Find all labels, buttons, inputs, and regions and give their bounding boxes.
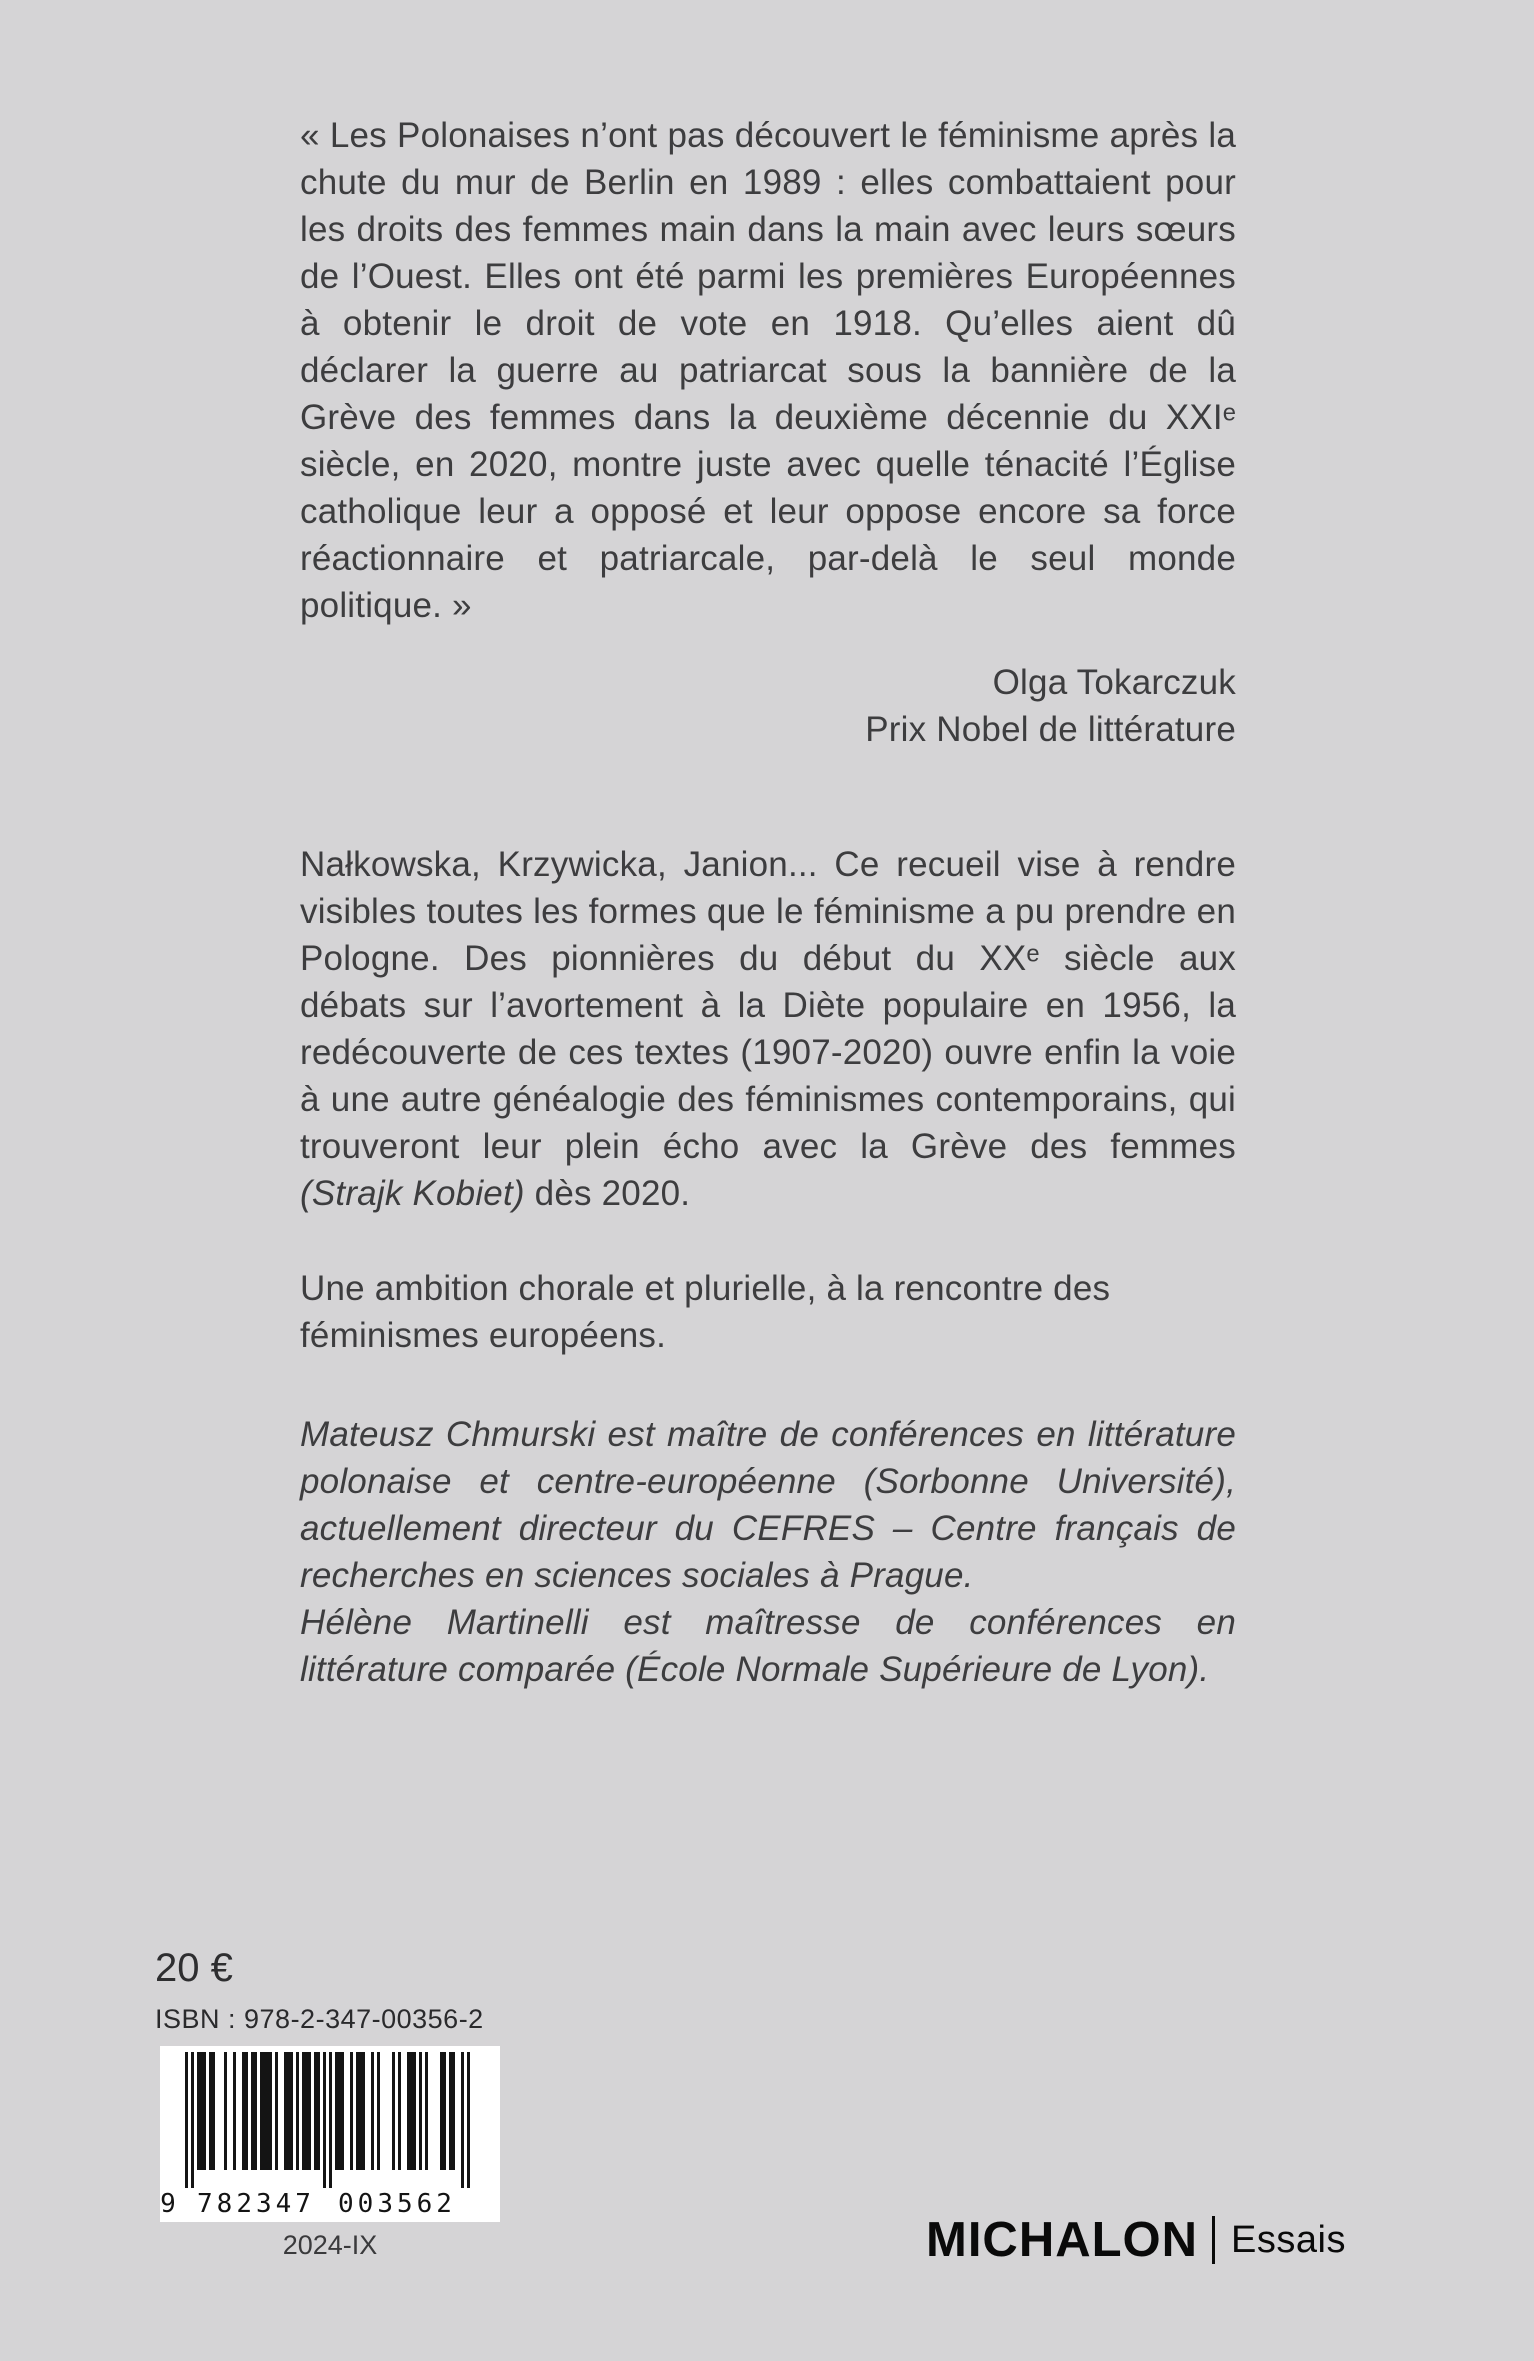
- body-paragraph-1: [300, 841, 1236, 1217]
- attribution-title: Prix Nobel de littérature: [865, 710, 1236, 749]
- edition-code: 2024-IX: [282, 2230, 378, 2260]
- bio-paragraph-2: Hélène Martinelli est maîtresse de conférences en littérature comparée (École Normale Supérieure de Lyon).: [300, 1603, 1236, 1689]
- isbn-label: ISBN : 978-2-347-00356-2: [155, 2004, 484, 2034]
- body-paragraph-1-end: dès 2020.: [524, 1174, 691, 1213]
- bio-paragraph-1: Mateusz Chmurski est maître de conférences en littérature polonaise et centre-européenne (Sorbonne Université), actuellement directeur du CEFRES – Centre français de recherches en sciences sociales à Prague.: [300, 1415, 1236, 1595]
- barcode-svg: [160, 2046, 500, 2218]
- quote-paragraph: « Les Polonaises n’ont pas découvert le féminisme après la chute du mur de Berlin en 1989 : elles combattaient pour les droits des femmes main dans la main avec leurs sœurs de l’Ouest. Elles ont été parmi les premières Européennes à obtenir le droit de vote en 1918. Qu’elles aient dû déclarer la guerre au patriarcat sous la bannière de la Grève des femmes dans la deuxième décennie du XXIᵉ siècle, en 2020, montre juste avec quelle ténacité l’Église catholique leur a opposé et leur oppose encore sa force réactionnaire et patriarcale, par-delà le seul monde politique. »: [300, 116, 1236, 625]
- barcode-digit-group-3: 003562: [338, 2189, 456, 2218]
- collection-name: Essais: [1231, 2218, 1346, 2261]
- logo-separator: [1212, 2216, 1215, 2264]
- barcode: [160, 2046, 500, 2222]
- body-paragraph-1-start: Nałkowska, Krzywicka, Janion... Ce recueil vise à rendre visibles toutes les formes que le féminisme a pu prendre en Pologne. Des pionnières du début du XXᵉ siècle aux débats sur l’avortement à la Diète populaire en 1956, la redécouverte de ces textes (1907-2020) ouvre enfin la voie à une autre généalogie des féminismes contemporains, qui trouveront leur plein écho avec la Grève des femmes: [300, 845, 1236, 1166]
- barcode-digit-group-1: 9: [160, 2189, 180, 2218]
- text-column: [300, 112, 1236, 1693]
- barcode-digit-group-2: 782347: [197, 2189, 315, 2218]
- publisher-name: MICHALON: [926, 2213, 1199, 2267]
- publisher-logo: [926, 2212, 1346, 2268]
- price-label: 20 €: [155, 1946, 233, 1990]
- body-paragraph-2: Une ambition chorale et plurielle, à la rencontre des féminismes européens.: [300, 1269, 1111, 1355]
- attribution-name: Olga Tokarczuk: [992, 663, 1236, 702]
- quote-attribution: [300, 659, 1236, 753]
- body-paragraph-1-italic: (Strajk Kobiet): [300, 1174, 525, 1213]
